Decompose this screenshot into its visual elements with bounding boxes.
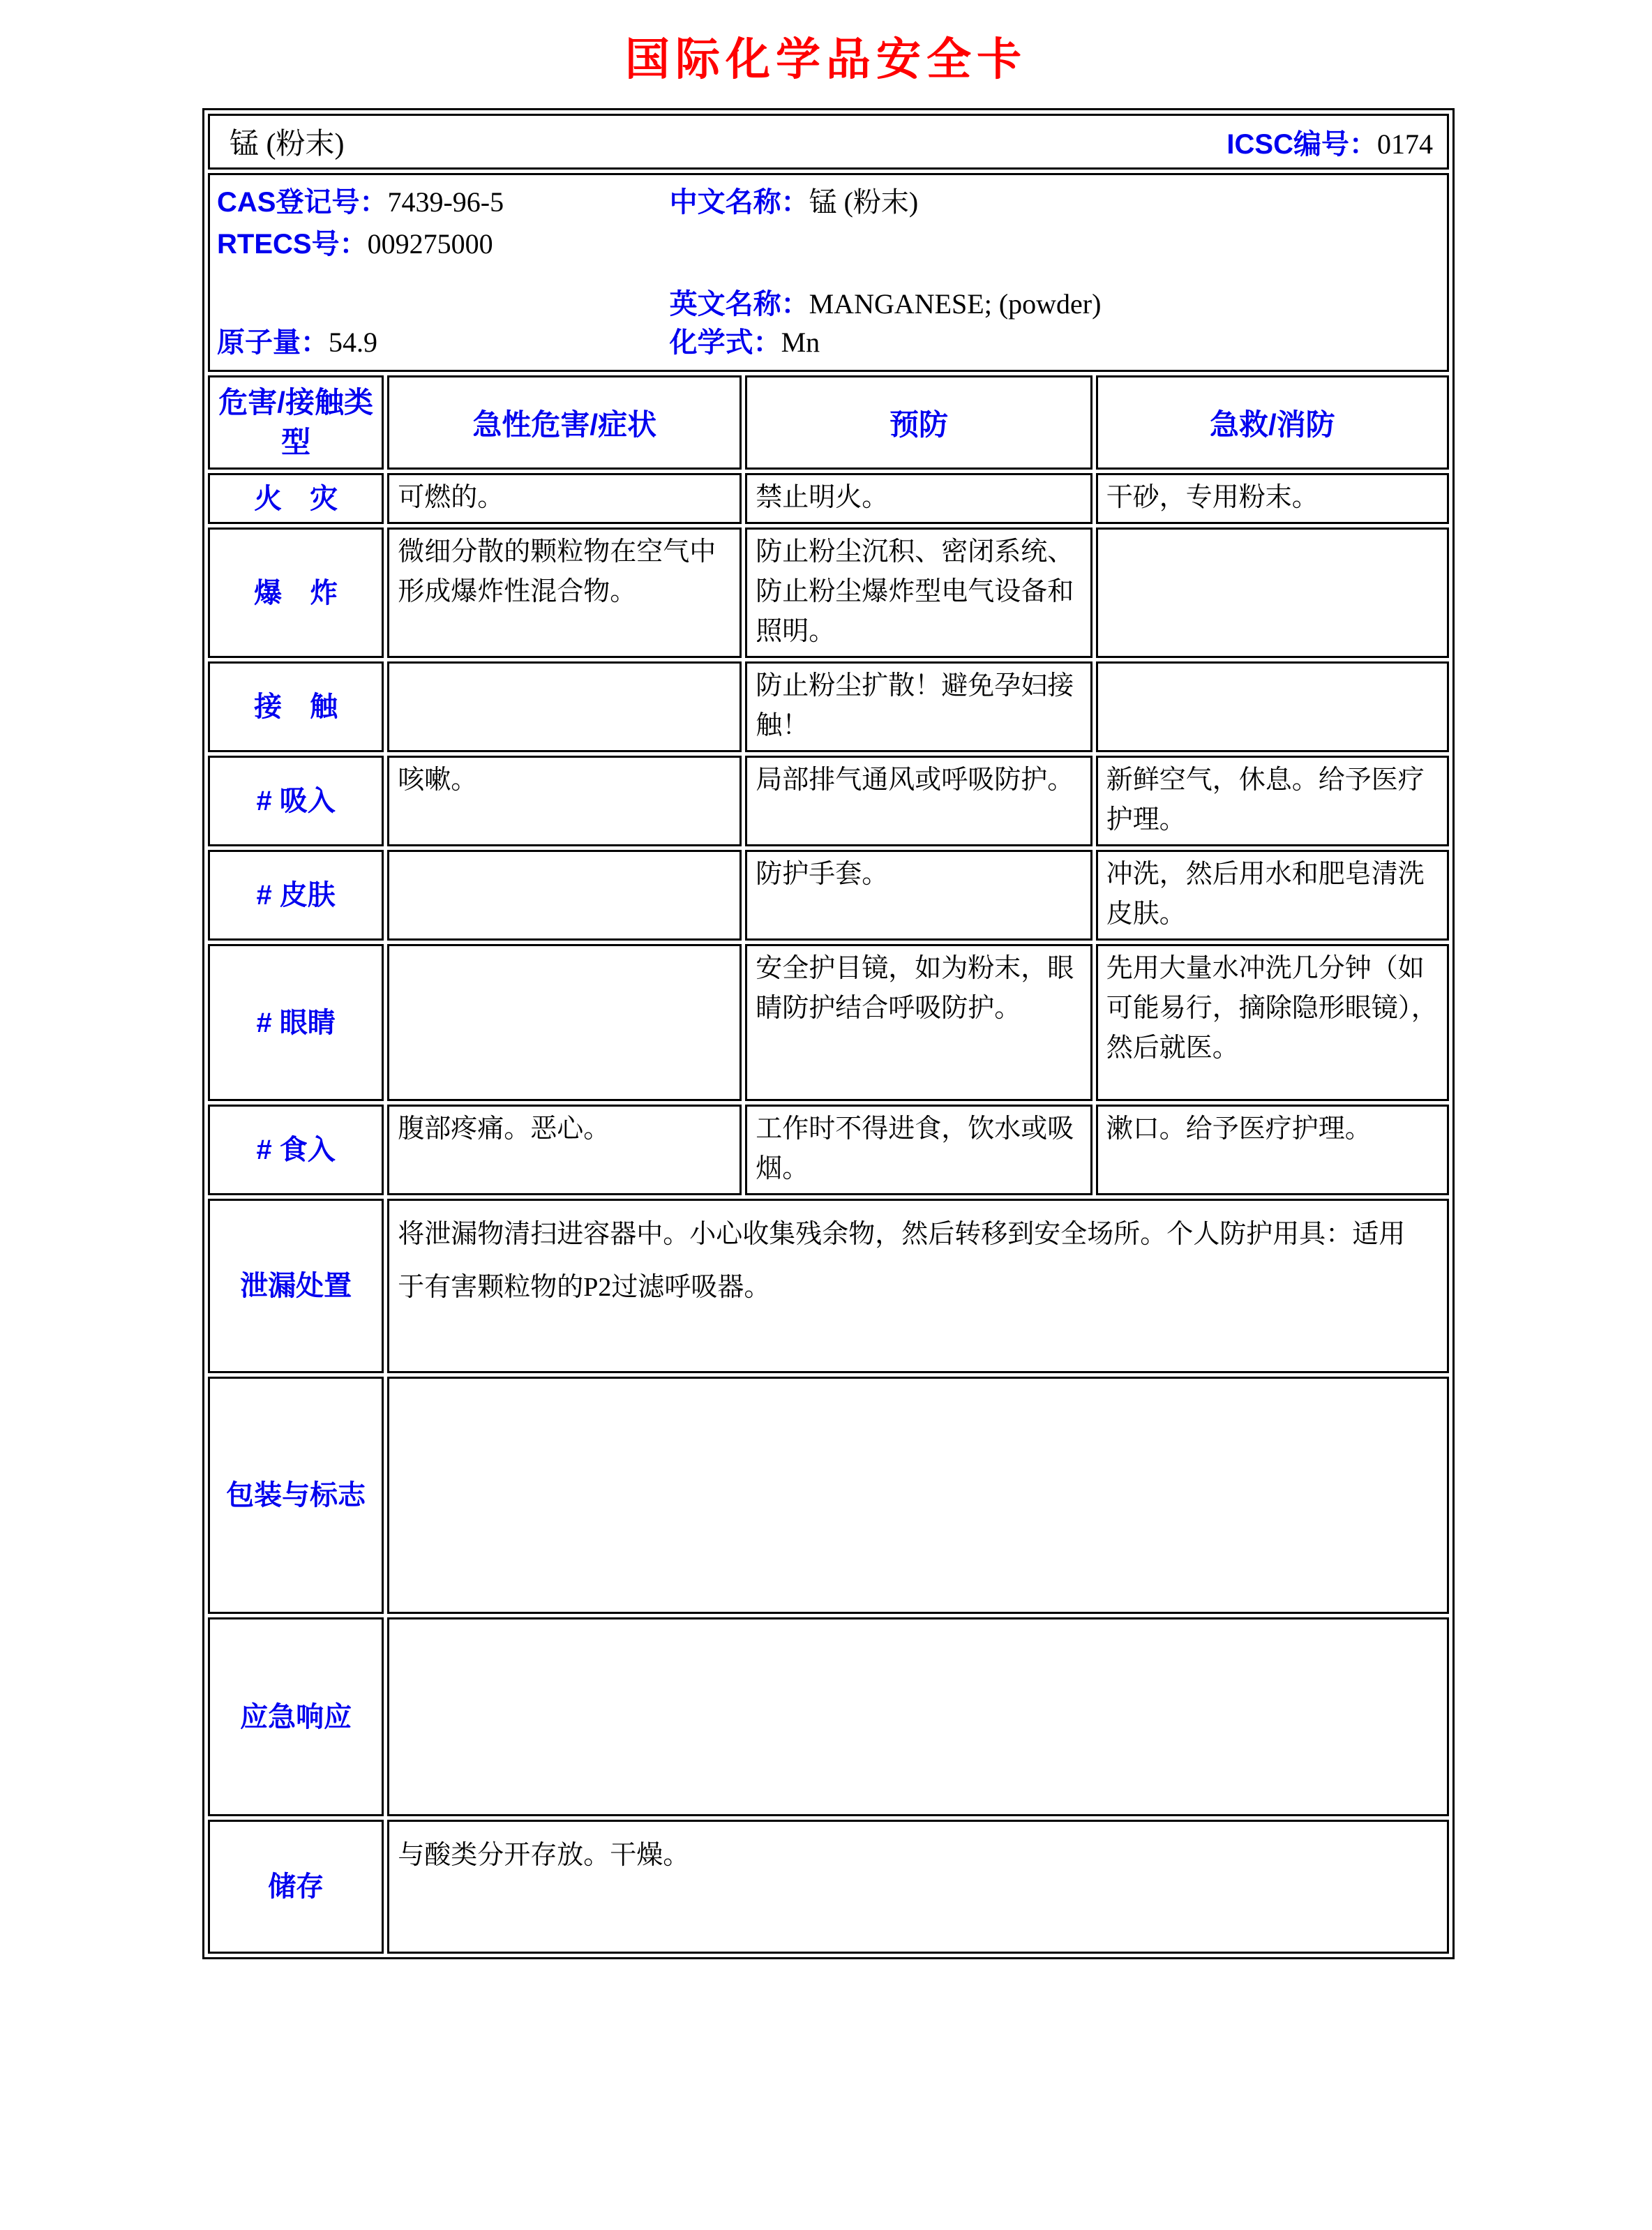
section-label-storage: 储存 [208, 1820, 384, 1954]
explosion-prevention-cell: 防止粉尘沉积、密闭系统、防止粉尘爆炸型电气设备和照明。 [745, 527, 1092, 658]
hazard-header-row [208, 375, 1449, 470]
rtecs-number-field [217, 227, 670, 262]
substance-header-cell [208, 114, 1449, 170]
section-row-spillage [208, 1199, 1449, 1373]
hazard-row-explosion [208, 527, 1449, 658]
spillage-content-cell: 将泄漏物清扫进容器中。小心收集残余物，然后转移到安全场所。个人防护用具：适用于有害颗粒物的P2过滤呼吸器。 [387, 1199, 1449, 1373]
rtecs-number-label: RTECS号： [217, 229, 368, 260]
hazard-row-inhalation [208, 756, 1449, 846]
hazard-type-eyes: # 眼睛 [208, 944, 384, 1101]
section-label-packaging: 包装与标志 [208, 1377, 384, 1614]
fire-response-cell: 干砂，专用粉末。 [1096, 473, 1449, 524]
skin-symptoms-cell [387, 850, 742, 941]
icsc-number-value: 0174 [1377, 128, 1433, 160]
hazard-type-explosion: 爆 炸 [208, 527, 384, 658]
cas-number-value: 7439-96-5 [387, 186, 504, 218]
hazard-row-eyes [208, 944, 1449, 1101]
col-header-first-aid: 急救/消防 [1096, 375, 1449, 470]
fire-prevention-cell: 禁止明火。 [745, 473, 1092, 524]
eyes-response-cell: 先用大量水冲洗几分钟（如可能易行，摘除隐形眼镜），然后就医。 [1096, 944, 1449, 1101]
eyes-symptoms-cell [387, 944, 742, 1101]
english-name-field [670, 287, 1440, 322]
hazard-row-fire [208, 473, 1449, 524]
identifiers-row [208, 173, 1449, 372]
cas-number-label: CAS登记号： [217, 187, 388, 218]
col-header-hazard-type [208, 375, 384, 470]
col-header-prevention: 预防 [745, 375, 1092, 470]
explosion-response-cell [1096, 527, 1449, 658]
english-name-label: 英文名称： [669, 289, 809, 320]
chemical-formula-label: 化学式： [669, 327, 781, 358]
hazard-row-contact [208, 661, 1449, 752]
section-row-packaging [208, 1377, 1449, 1614]
rtecs-number-value: 009275000 [367, 228, 493, 260]
page-title: 国际化学品安全卡 [625, 35, 1027, 84]
ingestion-response-cell: 漱口。给予医疗护理。 [1096, 1105, 1449, 1195]
substance-header-row [208, 114, 1449, 170]
explosion-symptoms-cell: 微细分散的颗粒物在空气中形成爆炸性混合物。 [387, 527, 742, 658]
hazard-type-fire: 火 灾 [208, 473, 384, 524]
identifiers-cell [208, 173, 1449, 372]
atomic-mass-value: 54.9 [329, 327, 377, 358]
emergency-content-cell [387, 1617, 1449, 1816]
hazard-type-inhalation: # 吸入 [208, 756, 384, 846]
identifiers-left-column [217, 185, 670, 360]
icsc-number-label: ICSC编号： [1226, 128, 1377, 160]
skin-prevention-cell: 防护手套。 [745, 850, 1092, 941]
storage-content-cell: 与酸类分开存放。干燥。 [387, 1820, 1449, 1954]
chinese-name-field [670, 185, 1440, 220]
chinese-name-label: 中文名称： [669, 187, 809, 218]
cas-number-field [217, 185, 670, 220]
icsc-card-table [202, 108, 1455, 1959]
contact-response-cell [1096, 661, 1449, 752]
substance-name: 锰 (粉末) [230, 128, 345, 160]
inhalation-prevention-cell: 局部排气通风或呼吸防护。 [745, 756, 1092, 846]
atomic-mass-field [217, 325, 670, 360]
col-header-symptoms: 急性危害/症状 [387, 375, 742, 470]
hazard-type-contact: 接 触 [208, 661, 384, 752]
icsc-number-group [1226, 122, 1433, 162]
skin-response-cell: 冲洗，然后用水和肥皂清洗皮肤。 [1096, 850, 1449, 941]
section-label-emergency: 应急响应 [208, 1617, 384, 1816]
ingestion-symptoms-cell: 腹部疼痛。恶心。 [387, 1105, 742, 1195]
col-header-hazard-type-text: 危害/接触类型 [218, 385, 373, 458]
chemical-formula-field [670, 325, 1440, 360]
eyes-prevention-cell: 安全护目镜，如为粉末，眼睛防护结合呼吸防护。 [745, 944, 1092, 1101]
fire-symptoms-cell: 可燃的。 [387, 473, 742, 524]
contact-symptoms-cell [387, 661, 742, 752]
hazard-type-ingestion: # 食入 [208, 1105, 384, 1195]
english-name-value: MANGANESE; (powder) [809, 288, 1102, 320]
hazard-type-skin: # 皮肤 [208, 850, 384, 941]
identifiers-right-column [670, 185, 1440, 360]
section-row-emergency [208, 1617, 1449, 1816]
section-row-storage [208, 1820, 1449, 1954]
section-label-spillage: 泄漏处置 [208, 1199, 384, 1373]
packaging-content-cell [387, 1377, 1449, 1614]
ingestion-prevention-cell: 工作时不得进食，饮水或吸烟。 [745, 1105, 1092, 1195]
chemical-formula-value: Mn [781, 327, 820, 358]
atomic-mass-label: 原子量： [217, 327, 329, 358]
inhalation-response-cell: 新鲜空气，休息。给予医疗护理。 [1096, 756, 1449, 846]
inhalation-symptoms-cell: 咳嗽。 [387, 756, 742, 846]
hazard-row-ingestion [208, 1105, 1449, 1195]
contact-prevention-cell: 防止粉尘扩散！避免孕妇接触！ [745, 661, 1092, 752]
hazard-row-skin [208, 850, 1449, 941]
chinese-name-value: 锰 (粉末) [809, 186, 919, 218]
